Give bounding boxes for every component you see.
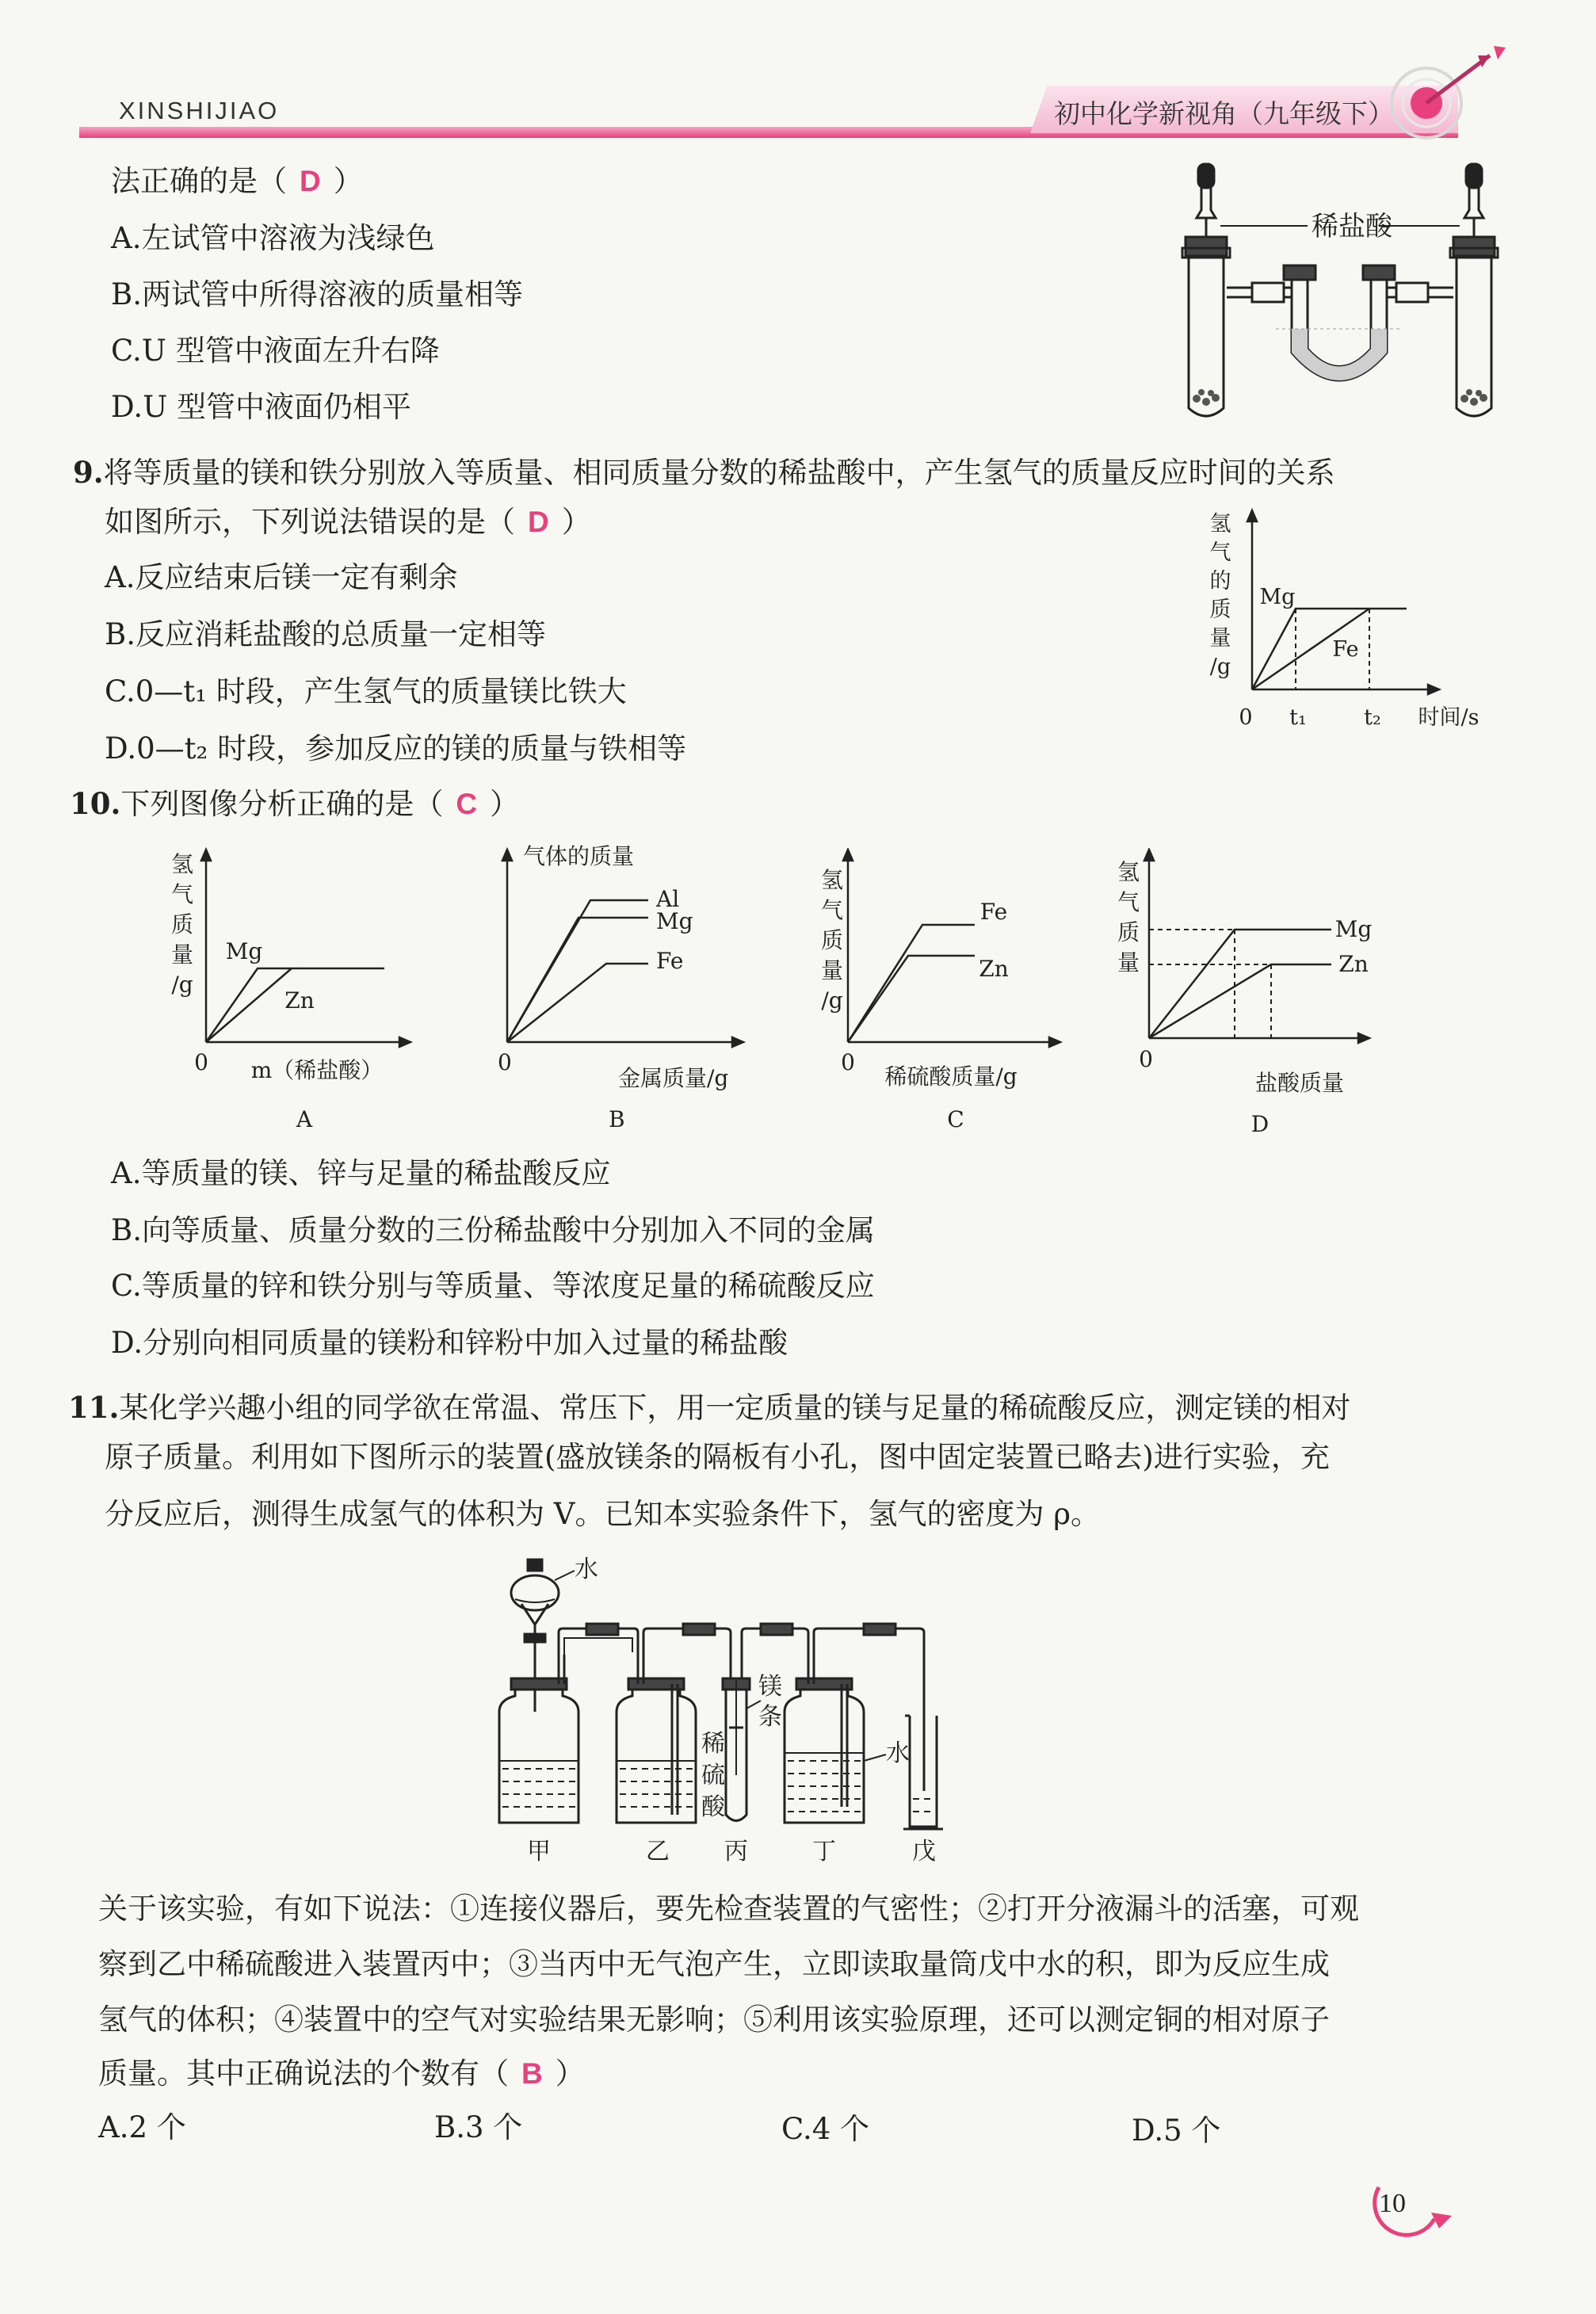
q11-option-b: B.3 个 (434, 2110, 523, 2144)
q11-label-acid-1: 硫 (701, 1762, 725, 1789)
q10d-ylabel-2: 质 (1117, 919, 1140, 945)
q11-stem-text1: 某化学兴趣小组的同学欲在常温、常压下，用一定质量的镁与足量的稀硫酸反应，测定镁的相对 (119, 1391, 1351, 1425)
q11-para-line3: 氢气的体积；④装置中的空气对实验结果无影响；⑤利用该实验原理，还可以测定铜的相对原子 (98, 2003, 1330, 2037)
q11-label-acid-0: 稀 (701, 1730, 725, 1758)
q9-ylabel-2: 的 (1209, 569, 1231, 594)
q11-para-line2: 察到乙中稀硫酸进入装置丙中；③当丙中无气泡产生，立即读取量筒戊中水的积，即为反应生成 (98, 1947, 1330, 1981)
q10-stem: 下列图像分析正确的是（ (120, 787, 444, 821)
q10-chart-c (800, 848, 1094, 1141)
q9-series-fe: Fe (1332, 637, 1359, 662)
q10c-ylabel-1: 气 (820, 897, 844, 923)
q10-option-a: A.等质量的镁、锌与足量的稀盐酸反应 (111, 1156, 611, 1190)
q10-stem-line (70, 786, 520, 821)
q11-vessel-jia: 甲 (527, 1838, 551, 1865)
q10-option-c: C.等质量的锌和铁分别与等质量、等浓度足量的稀硫酸反应 (111, 1269, 875, 1303)
q11-label-mg-0: 镁 (758, 1673, 782, 1701)
q10-option-b: B.向等质量、质量分数的三份稀盐酸中分别加入不同的金属 (111, 1213, 875, 1247)
q10-answer: C (456, 788, 478, 820)
q11-vessel-yi: 乙 (646, 1838, 670, 1865)
q8-answer: D (300, 165, 321, 197)
q10d-ylabel-3: 量 (1117, 949, 1140, 976)
q11-close: ） (555, 2056, 585, 2091)
q8-option-a: A.左试管中溶液为浅绿色 (111, 221, 435, 255)
q10b-series-fe: Fe (656, 948, 684, 974)
q11-last-text: 质量。其中正确说法的个数有（ (98, 2056, 509, 2091)
header-brand: XINSHIJIAO (119, 97, 280, 124)
q9-xtick-t1: t₁ (1289, 705, 1307, 730)
q10d-xlabel: 盐酸质量 (1254, 1070, 1345, 1096)
q11-label-water-right: 水 (886, 1739, 910, 1767)
q10d-line-zn (1149, 964, 1331, 1038)
q9-series-mg: Mg (1259, 585, 1296, 609)
q10c-xlabel: 稀硫酸质量/g (884, 1063, 1018, 1090)
q10a-ylabel-0: 氢 (170, 851, 194, 877)
q8-stem-line (111, 166, 363, 196)
q10b-caption: B (609, 1106, 625, 1132)
q10c-origin: 0 (841, 1049, 855, 1075)
q10-chart-a (158, 840, 444, 1141)
q9-ylabel-3: 质 (1209, 598, 1231, 622)
page-number-area (1363, 2171, 1474, 2251)
q11-stem-line2: 原子质量。利用如下图所示的装置(盛放镁条的隔板有小孔，图中固定装置已略去)进行实验，充 (105, 1440, 1330, 1474)
q10d-caption: D (1250, 1111, 1270, 1137)
q9-ylabel-1: 气 (1209, 540, 1231, 565)
q10b-xlabel: 金属质量/g (618, 1065, 729, 1091)
q9-ylabel-5: /g (1209, 655, 1231, 679)
q11-last-line (98, 2056, 585, 2091)
q9-xlabel: 时间/s (1418, 705, 1480, 730)
q10c-series-zn: Zn (979, 956, 1009, 982)
q9-line-mg (1252, 609, 1407, 689)
q9-option-a: A.反应结束后镁一定有剩余 (105, 560, 458, 594)
q9-stem-line1 (73, 455, 1335, 490)
q10c-caption: C (947, 1106, 964, 1132)
q10a-ylabel-1: 气 (170, 881, 194, 907)
q11-answer: B (521, 2057, 543, 2090)
q11-apparatus-figure (475, 1553, 1094, 1870)
q10-chart-d (1102, 848, 1418, 1141)
q11-option-c: C.4 个 (781, 2112, 870, 2146)
q10c-ylabel-4: /g (821, 987, 843, 1014)
q10a-series-zn: Zn (284, 987, 315, 1014)
q8-figure-label: 稀盐酸 (1312, 211, 1392, 242)
q9-stem-line2 (105, 505, 591, 539)
q10d-series-zn: Zn (1338, 951, 1369, 977)
q8-option-d: D.U 型管中液面仍相平 (111, 390, 412, 424)
q11-label-water-top: 水 (575, 1556, 598, 1583)
q10a-ylabel-3: 量 (170, 941, 194, 968)
q9-answer: D (528, 506, 549, 538)
q9-xtick-t2: t₂ (1364, 705, 1381, 730)
q10-option-d: D.分别向相同质量的镁粉和锌粉中加入过量的稀盐酸 (111, 1326, 788, 1360)
q11-option-a: A.2 个 (98, 2110, 186, 2144)
q10a-ylabel-2: 质 (170, 911, 194, 937)
q10d-ylabel-1: 气 (1117, 889, 1140, 915)
q10c-line-zn (848, 956, 975, 1042)
q10-close: ） (490, 787, 520, 821)
q9-ylabel-0: 氢 (1209, 512, 1231, 536)
q10b-line-mg (507, 918, 648, 1042)
q8-option-c: C.U 型管中液面左升右降 (111, 334, 440, 368)
q10c-ylabel-2: 质 (820, 927, 844, 953)
q10-number: 10. (70, 786, 121, 821)
q8-stem: 法正确的是（ (111, 164, 287, 198)
q10b-line-al (507, 900, 648, 1042)
q10c-ylabel-0: 氢 (820, 867, 844, 893)
q9-option-c: C.0—t₁ 时段，产生氢气的质量镁比铁大 (105, 674, 627, 708)
q10d-series-mg: Mg (1334, 916, 1373, 942)
q10b-origin: 0 (498, 1049, 512, 1075)
q10c-ylabel-3: 量 (820, 957, 844, 983)
q10c-series-fe: Fe (979, 899, 1008, 925)
q9-number: 9. (73, 455, 104, 490)
q11-number: 11. (68, 1390, 120, 1425)
q10a-series-mg: Mg (225, 938, 263, 964)
page-header (0, 0, 1596, 158)
q10b-series-mg: Mg (656, 908, 693, 934)
q10a-origin: 0 (194, 1049, 208, 1075)
q10c-line-fe (848, 925, 975, 1042)
q10a-xlabel: m（稀盐酸） (250, 1057, 384, 1083)
q8-option-b: B.两试管中所得溶液的质量相等 (111, 277, 523, 311)
q10-chart-b (475, 840, 777, 1141)
q11-stem-line3: 分反应后，测得生成氢气的体积为 V。已知本实验条件下，氢气的密度为 ρ。 (105, 1497, 1100, 1531)
q9-stem-text2: 如图所示，下列说法错误的是（ (105, 505, 515, 539)
q9-close: ） (561, 505, 591, 539)
target-arrow-icon (1379, 32, 1514, 151)
q10b-ylabel: 气体的质量 (523, 843, 635, 869)
q10b-series-al: Al (656, 886, 680, 912)
q9-ylabel-4: 量 (1209, 626, 1231, 651)
q8-u-tube-figure (1165, 155, 1506, 424)
q11-label-acid-2: 酸 (701, 1793, 725, 1821)
q11-para-line1: 关于该实验，有如下说法：①连接仪器后，要先检查装置的气密性；②打开分液漏斗的活塞，可观 (98, 1892, 1359, 1926)
q11-label-mg-1: 条 (758, 1703, 782, 1731)
q11-vessel-bing: 丙 (724, 1838, 748, 1865)
q9-option-b: B.反应消耗盐酸的总质量一定相等 (105, 617, 546, 651)
q9-chart (1197, 507, 1514, 745)
q8-close: ） (333, 164, 363, 198)
q11-stem-line1 (68, 1390, 1351, 1425)
q10b-line-fe (507, 964, 648, 1042)
q10a-ylabel-4: /g (171, 972, 193, 998)
q9-option-d: D.0—t₂ 时段，参加反应的镁的质量与铁相等 (105, 731, 687, 766)
q9-stem-text1: 将等质量的镁和铁分别放入等质量、相同质量分数的稀盐酸中，产生氢气的质量反应时间的关系 (103, 456, 1335, 490)
header-book-title: 初中化学新视角（九年级下） (1054, 99, 1394, 128)
page-number: 10 (1379, 2189, 1406, 2218)
q9-origin: 0 (1239, 705, 1253, 730)
q10d-ylabel-0: 氢 (1117, 859, 1140, 885)
q11-vessel-ding: 丁 (812, 1838, 836, 1865)
q10a-caption: A (296, 1106, 313, 1132)
q10d-origin: 0 (1139, 1046, 1153, 1072)
q11-option-d: D.5 个 (1132, 2114, 1221, 2148)
q11-vessel-wu: 戊 (912, 1838, 936, 1865)
